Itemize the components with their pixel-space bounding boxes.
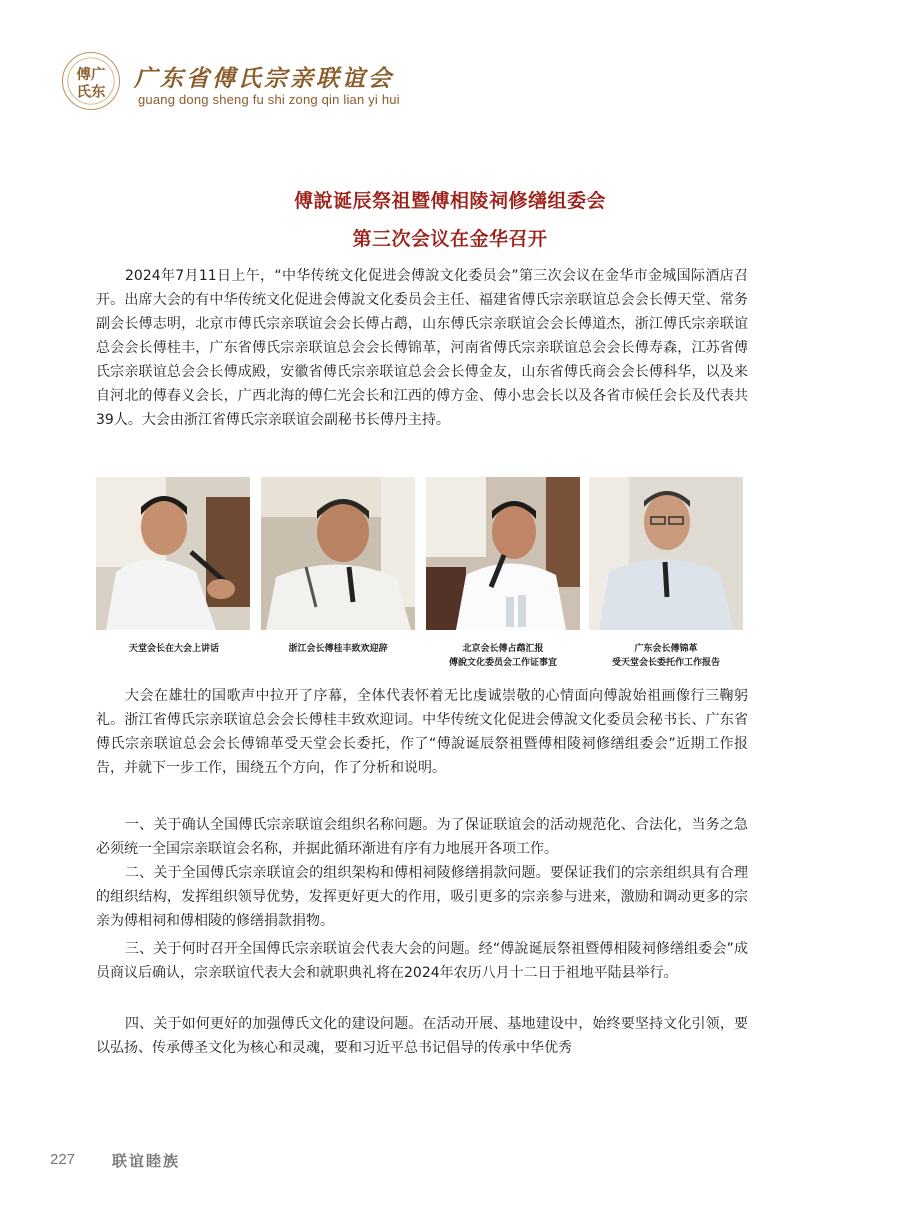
body-paragraph-3: 一、关于确认全国傅氏宗亲联谊会组织名称问题。为了保证联谊会的活动规范化、合法化，当务之急必须统一全国宗亲联谊会名称，并据此循环渐进有序有力地展开各项工作。 [96, 817, 748, 857]
body-paragraph-6: 四、关于如何更好的加强傅氏文化的建设问题。在活动开展、基地建设中，始终要坚持文化引领，要以弘扬、传承傅圣文化为核心和灵魂，要和习近平总书记倡导的传承中华优秀 [96, 1016, 748, 1056]
photo-caption-3: 北京会长傅占鹉汇报 傅說文化委员会工作证事宜 [448, 644, 557, 668]
photo-zhanwu-report [426, 477, 580, 630]
body-paragraph-2: 大会在雄壮的国歌声中拉开了序幕，全体代表怀着无比虔诚崇敬的心情面向傅說始祖画像行三鞠躬礼。浙江省傅氏宗亲联谊总会会长傅桂丰致欢迎词。中华传统文化促进会傅說文化委员会秘书长、广东省傅氏宗亲联谊总会会长傅锦革受天堂会长委托，作了“傅說诞辰祭祖暨傅相陵祠修缮组委会”近期工作报告，并就下一步工作，围绕五个方向，作了分析和说明。 [96, 688, 748, 776]
org-name-pinyin: guang dong sheng fu shi zong qin lian yi hui [138, 92, 400, 107]
section-title: 联谊睦族 [112, 1152, 181, 1170]
svg-text:傅广: 傅广 [76, 66, 106, 84]
svg-text:氏东: 氏东 [76, 83, 106, 101]
body-paragraph-4: 二、关于全国傅氏宗亲联谊会的组织架构和傅相祠陵修缮捐款问题。要保证我们的宗亲组织具有合理的组织结构，发挥组织领导优势，发挥更好更大的作用，吸引更多的宗亲参与进来，激励和调动更多的宗亲为傅相祠和傅相陵的修缮捐款捐物。 [96, 865, 748, 929]
page-number: 227 [50, 1151, 76, 1168]
page-header [62, 50, 562, 110]
photo-jinge-report [589, 477, 743, 630]
article-title-line1: 傅說诞辰祭祖暨傅相陵祠修缮组委会 [293, 190, 606, 212]
photo-caption-1: 天堂会长在大会上讲话 [128, 644, 219, 654]
photo-caption-4: 广东会长傅锦革 受天堂会长委托作工作报告 [611, 644, 720, 668]
photo-guifeng-welcome [261, 477, 415, 630]
body-paragraph-5: 三、关于何时召开全国傅氏宗亲联谊会代表大会的问题。经“傅說诞辰祭祖暨傅相陵祠修缮组委会”成员商议后确认，宗亲联谊代表大会和就职典礼将在2024年农历八月十二日于祖地平陆县举行。 [96, 941, 748, 981]
article-title-line2: 第三次会议在金华召开 [352, 228, 548, 250]
org-name-chinese: 广东省傅氏宗亲联谊会 [134, 65, 394, 92]
association-logo [62, 52, 120, 110]
intro-paragraph: 2024年7月11日上午，“中华传统文化促进会傅說文化委员会”第三次会议在金华市金城国际酒店召开。出席大会的有中华传统文化促进会傅說文化委员会主任、福建省傅氏宗亲联谊总会会长傅天堂、常务副会长傅志明，北京市傅氏宗亲联谊会会长傅占鹉，山东傅氏宗亲联谊会会长傅道杰，浙江傅氏宗亲联谊总会会长傅桂丰，广东省傅氏宗亲联谊总会会长傅锦革，河南省傅氏宗亲联谊总会会长傅寿森，江苏省傅氏宗亲联谊总会会长傅成殿，安徽省傅氏宗亲联谊总会会长傅金友，山东省傅氏商会会长傅科华，以及来自河北的傅春义会长，广西北海的傅仁光会长和江西的傅方金、傅小忠会长以及各省市候任会长及代表共39人。大会由浙江省傅氏宗亲联谊会副秘书长傅丹主持。 [96, 268, 748, 428]
photo-tiantang-speech [96, 477, 250, 630]
photo-caption-2: 浙江会长傅桂丰致欢迎辞 [288, 644, 388, 654]
